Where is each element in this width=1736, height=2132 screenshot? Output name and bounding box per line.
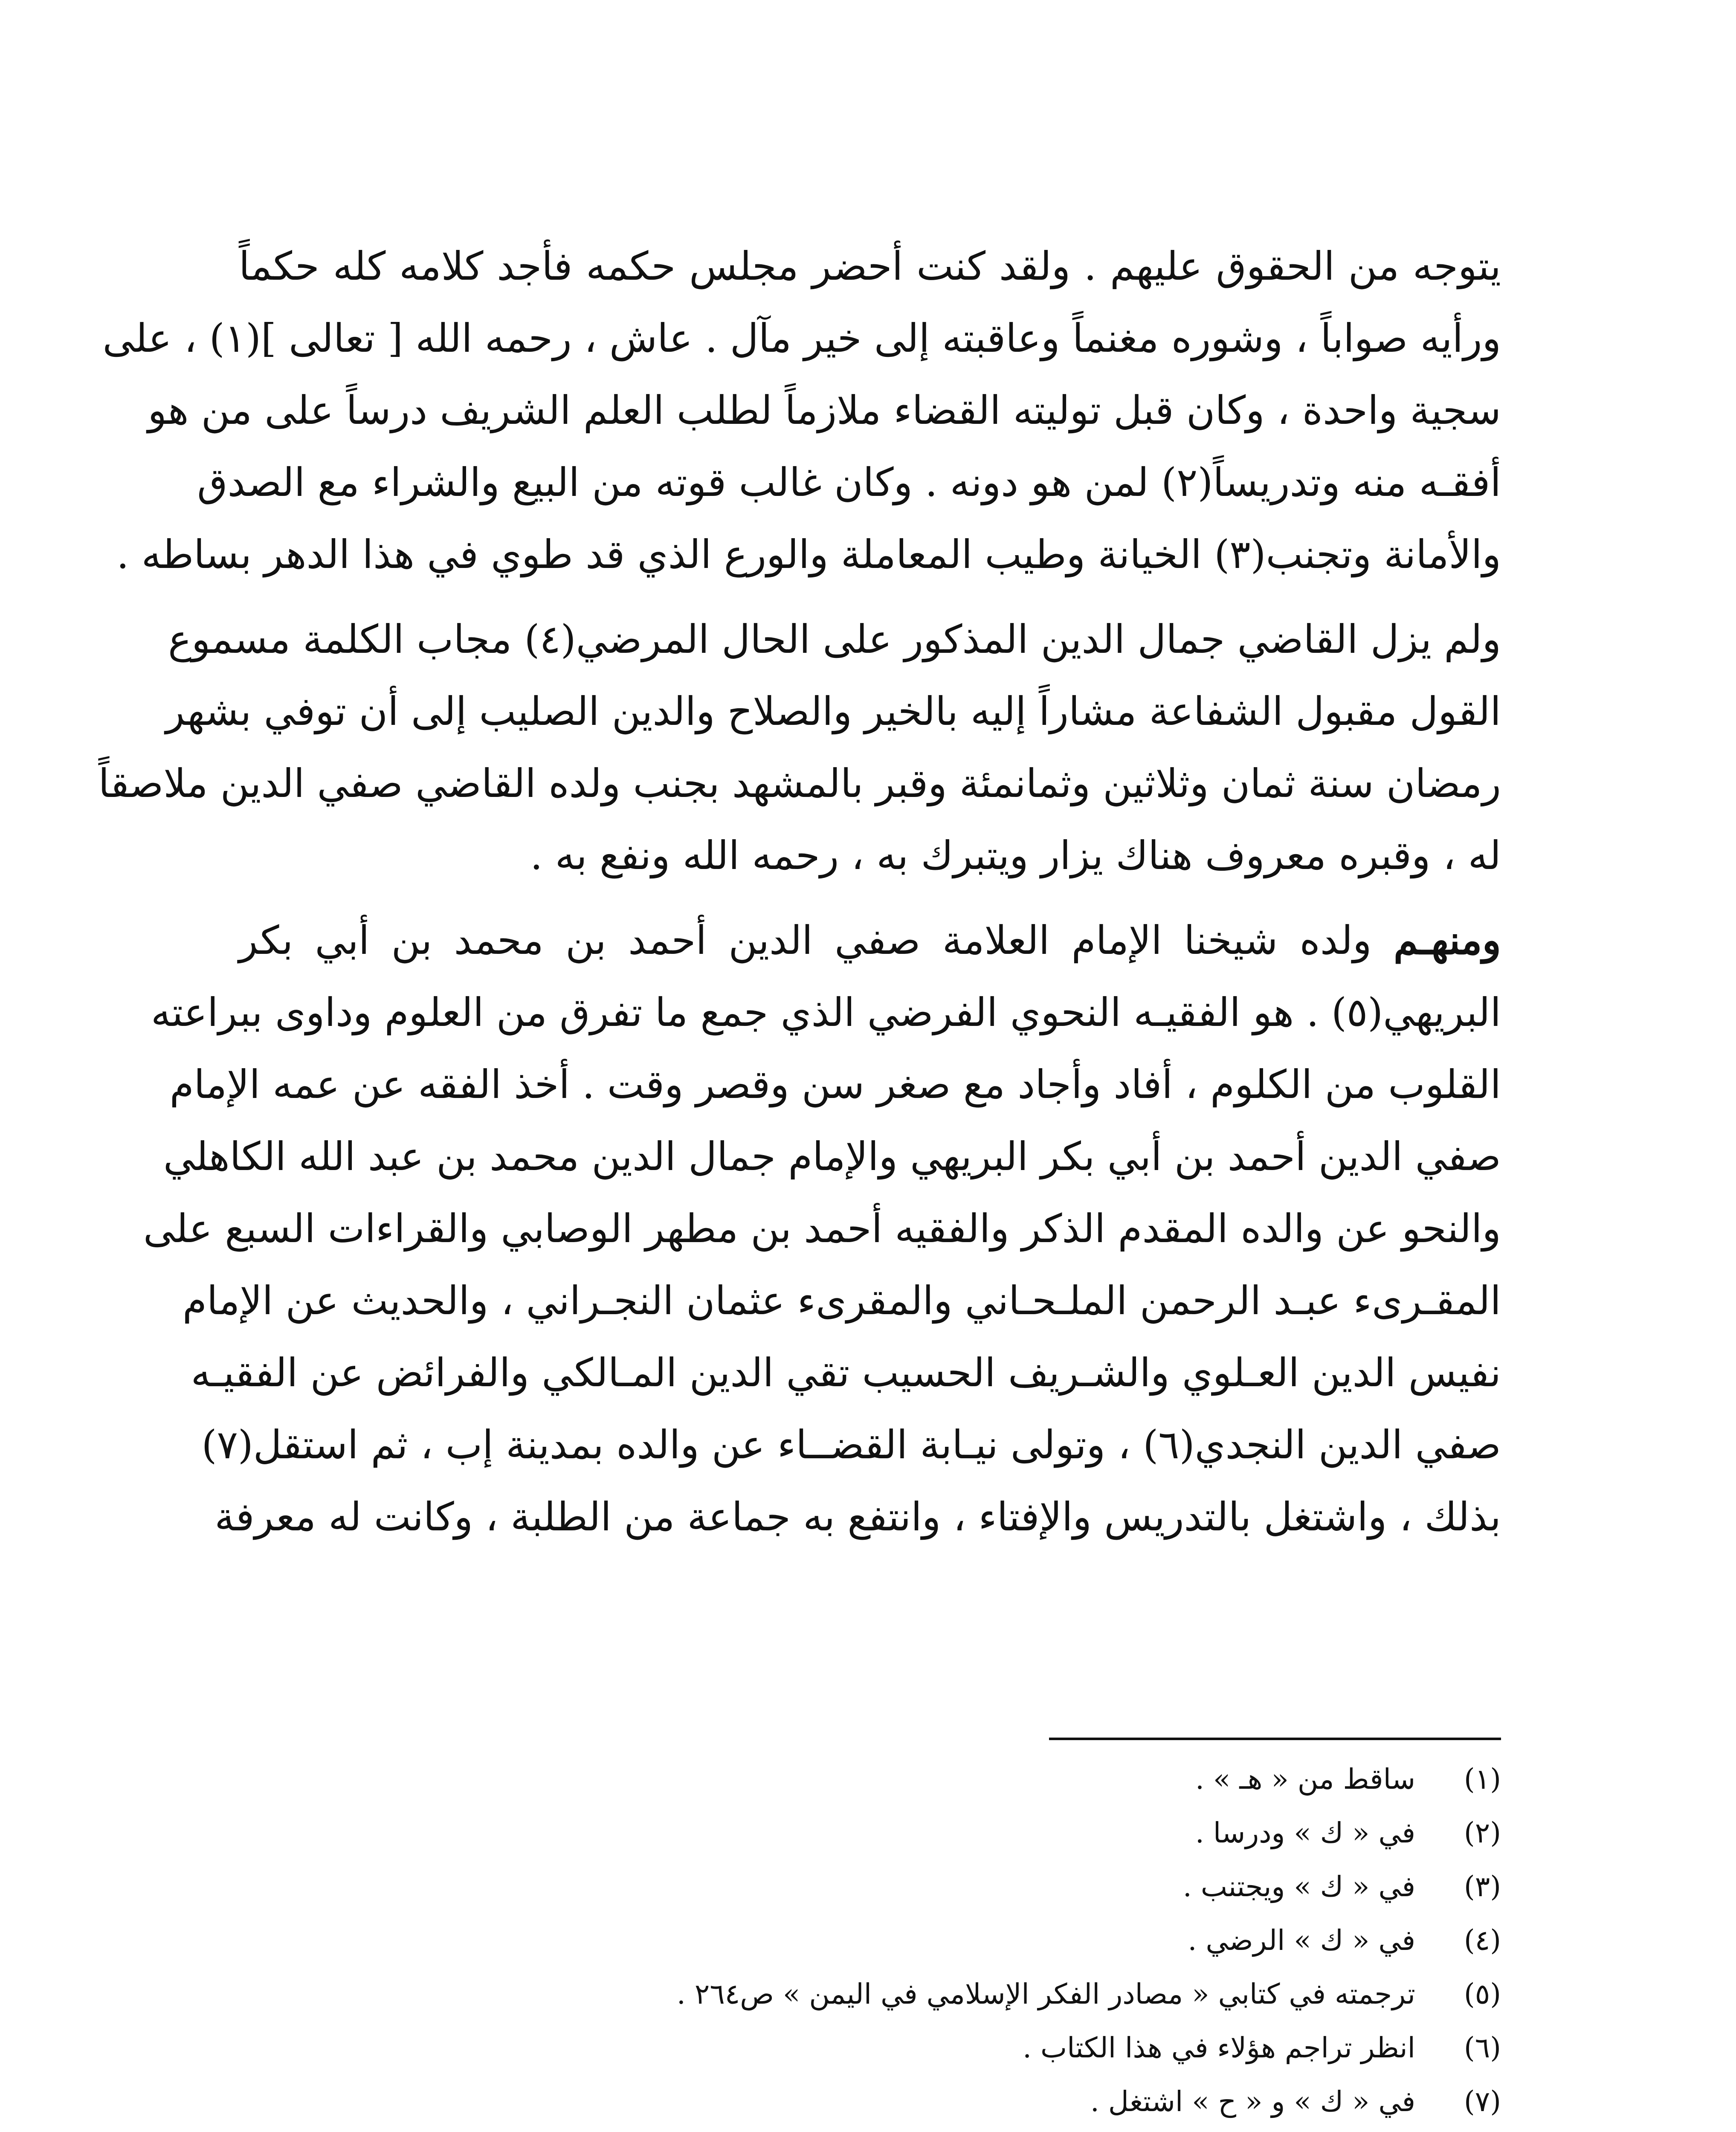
text-line: القلوب من الكلوم ، أفاد وأجاد مع صغر سن وقصر وقت . أخذ الفقه عن عمه الإمام <box>169 1062 1501 1107</box>
text-line: ولم يزل القاضي جمال الدين المذكور على الحال المرضي(٤) مجاب الكلمة مسموع <box>168 617 1501 662</box>
text-line: والنحو عن والده المقدم الذكر والفقيه أحمد بن مطهر الوصابي والقراءات السبع على <box>143 1206 1501 1251</box>
footnote-divider <box>1049 1738 1501 1740</box>
text-line: صفي الدين أحمد بن أبي بكر البريهي والإمام جمال الدين محمد بن عبد الله الكاهلي <box>163 1134 1501 1179</box>
footnotes <box>554 1753 1501 2129</box>
text-line: القول مقبول الشفاعة مشاراً إليه بالخير والصلاح والدين الصليب إلى أن توفي بشهر <box>165 689 1501 734</box>
footnote <box>554 1914 1501 1967</box>
footnote-number: (٤) <box>1464 1924 1501 1957</box>
text-line: البريهي(٥) . هو الفقيـه النحوي الفرضي الذي جمع ما تفرق من العلوم وداوى ببراعته <box>151 990 1501 1035</box>
footnote <box>554 1753 1501 1806</box>
paragraph-gap <box>239 591 1501 603</box>
text-line: يتوجه من الحقوق عليهم . ولقد كنت أحضر مجلس حكمه فأجد كلامه كله حكماً <box>239 243 1501 289</box>
footnote-number: (١) <box>1464 1763 1501 1796</box>
footnote <box>554 2075 1501 2129</box>
text-line: له ، وقبره معروف هناك يزار ويتبرك به ، رحمه الله ونفع به . <box>530 833 1501 878</box>
footnote <box>554 1860 1501 1914</box>
text-line: ورأيه صواباً ، وشوره مغنماً وعاقبته إلى خير مآل . عاش ، رحمه الله [ تعالى ](١) ، على <box>102 316 1501 361</box>
footnote <box>554 1967 1501 2021</box>
footnote-number: (٢) <box>1464 1816 1501 1849</box>
text-line: المقـرىء عبـد الرحمن الملـحـاني والمقرىء عثمان النجـراني ، والحديث عن الإمام <box>182 1278 1501 1324</box>
footnote-text: ترجمته في كتابي « مصادر الفكر الإسلامي في اليمن » ص٢٦٤ . <box>676 1978 1416 2010</box>
text-line: أفقـه منه وتدريساً(٢) لمن هو دونه . وكان غالب قوته من البيع والشراء مع الصدق <box>197 460 1501 505</box>
text-line <box>239 904 1501 976</box>
text-line: والأمانة وتجنب(٣) الخيانة وطيب المعاملة والورع الذي قد طوي في هذا الدهر بساطه . <box>116 532 1501 577</box>
text-line: صفي الدين النجدي(٦) ، وتولى نيـابة القضــاء عن والده بمدينة إب ، ثم استقل(٧) <box>201 1422 1501 1468</box>
footnote <box>554 2021 1501 2075</box>
footnote-number: (٥) <box>1464 1978 1501 2010</box>
paragraph-lead-word: ومنهـم <box>1393 917 1501 963</box>
text-line: رمضان سنة ثمان وثلاثين وثمانمئة وقبر بالمشهد بجنب ولده القاضي صفي الدين ملاصقاً <box>98 761 1501 806</box>
text-line-content: ولده شيخنا الإمام العلامة صفي الدين أحمد بن محمد بن أبي بكر <box>239 918 1372 963</box>
text-line: نفيس الدين العـلوي والشـريف الحسيب تقي الدين المـالكي والفرائض عن الفقيـه <box>191 1350 1501 1396</box>
footnote-number: (٣) <box>1464 1870 1501 1903</box>
footnote-text: انظر تراجم هؤلاء في هذا الكتاب . <box>1023 2031 1416 2064</box>
main-text <box>98 230 1501 1553</box>
paragraph-gap <box>239 892 1501 904</box>
footnote-text: في « ك » الرضي . <box>1188 1924 1416 1957</box>
text-line: بذلك ، واشتغل بالتدريس والإفتاء ، وانتفع به جماعة من الطلبة ، وكانت له معرفة <box>214 1494 1501 1540</box>
footnote-number: (٦) <box>1464 2031 1501 2064</box>
footnote-text: ساقط من « هـ » . <box>1195 1763 1416 1796</box>
footnote <box>554 1806 1501 1860</box>
footnote-text: في « ك » ودرسا . <box>1195 1816 1416 1849</box>
text-line: سجية واحدة ، وكان قبل توليته القضاء ملازماً لطلب العلم الشريف درساً على من هو <box>148 388 1501 433</box>
footnote-text: في « ك » و « ح » اشتغل . <box>1090 2085 1416 2118</box>
footnote-number: (٧) <box>1464 2085 1501 2118</box>
footnote-text: في « ك » ويجتنب . <box>1182 1870 1416 1903</box>
